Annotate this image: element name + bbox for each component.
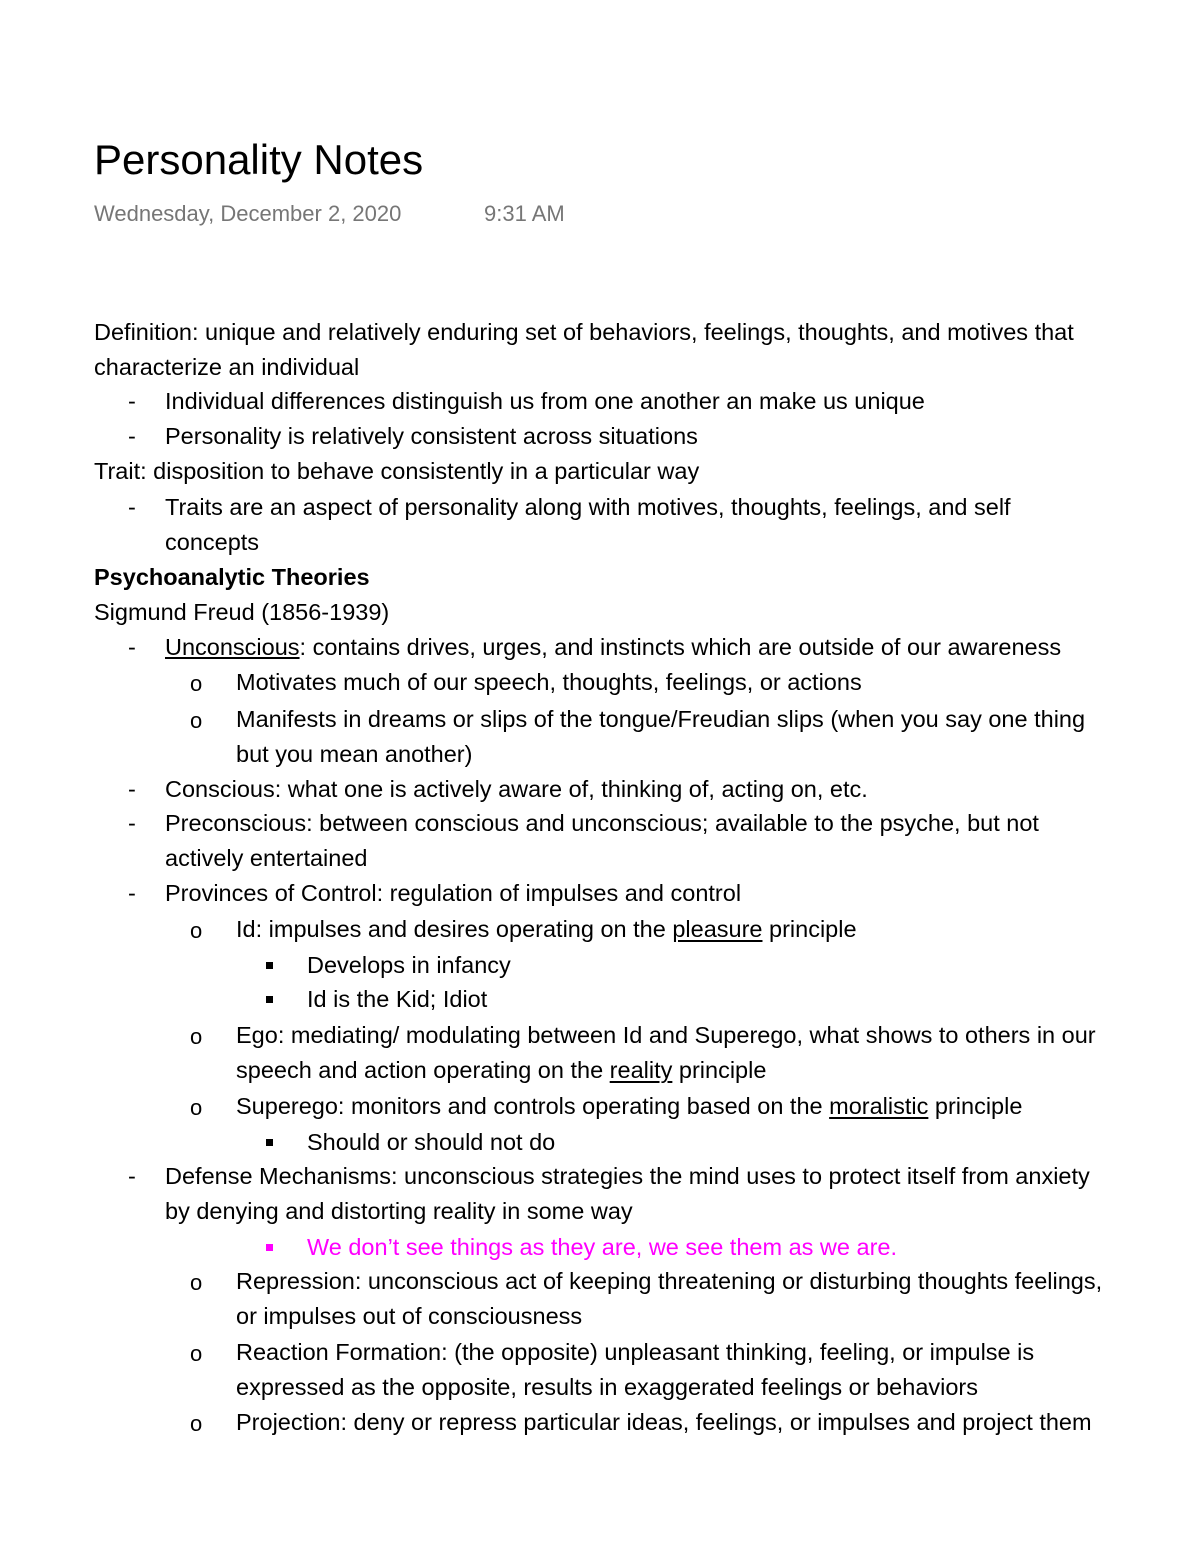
note-date: Wednesday, December 2, 2020	[94, 201, 402, 226]
page-title: Personality Notes	[94, 136, 424, 183]
motivates-text: Motivates much of our speech, thoughts, feelings, or actions	[236, 669, 862, 695]
should-text: Should or should not do	[307, 1129, 556, 1155]
definition-line-1: Definition: unique and relatively enduring set of behaviors, feelings, thoughts, and motives that	[94, 319, 1074, 345]
dash-bullet: -	[128, 494, 136, 520]
circle-bullet: o	[190, 1341, 203, 1366]
reaction-line-2: expressed as the opposite, results in exaggerated feelings or behaviors	[236, 1374, 979, 1400]
superego-text: Superego: monitors and controls operating based on the	[236, 1093, 830, 1119]
square-bullet-icon	[266, 996, 273, 1003]
projection-line-1: Projection: deny or repress particular ideas, feelings, or impulses and project them	[236, 1409, 1092, 1435]
dash-bullet: -	[128, 388, 136, 414]
consistency-text: Personality is relatively consistent across situations	[165, 423, 698, 449]
circle-bullet: o	[190, 1411, 203, 1436]
circle-bullet: o	[190, 708, 203, 733]
trait-definition: Trait: disposition to behave consistently in a particular way	[94, 458, 700, 484]
preconscious-line-2: actively entertained	[165, 845, 368, 871]
traits-aspect-line-1: Traits are an aspect of personality along with motives, thoughts, feelings, and self	[165, 494, 1011, 520]
dash-bullet: -	[128, 1163, 136, 1189]
defense-line-2: by denying and distorting reality in some way	[165, 1198, 633, 1224]
square-bullet-icon	[266, 1139, 273, 1146]
id-kid-text: Id is the Kid; Idiot	[307, 986, 488, 1012]
unconscious-description: : contains drives, urges, and instincts which are outside of our awareness	[299, 634, 1062, 660]
ego-text-end: principle	[672, 1057, 767, 1083]
conscious-text: Conscious: what one is actively aware of, thinking of, acting on, etc.	[165, 776, 868, 802]
circle-bullet: o	[190, 1270, 203, 1295]
id-line	[236, 914, 857, 944]
definition-line-2: characterize an individual	[94, 354, 360, 380]
square-bullet-icon	[266, 1244, 273, 1251]
freud-line: Sigmund Freud (1856-1939)	[94, 599, 390, 625]
ego-line-2	[236, 1055, 766, 1085]
dash-bullet: -	[128, 423, 136, 449]
individual-differences-text: Individual differences distinguish us from one another an make us unique	[165, 388, 925, 414]
repression-line-1: Repression: unconscious act of keeping threatening or disturbing thoughts feelings,	[236, 1268, 1103, 1294]
circle-bullet: o	[190, 1024, 203, 1049]
preconscious-line-1: Preconscious: between conscious and unconscious; available to the psyche, but not	[165, 810, 1039, 836]
note-time: 9:31 AM	[484, 201, 565, 226]
manifests-line-2: but you mean another)	[236, 741, 473, 767]
id-text-end: principle	[762, 916, 857, 942]
ego-line-1: Ego: mediating/ modulating between Id and Superego, what shows to others in our	[236, 1022, 1096, 1048]
traits-aspect-line-2: concepts	[165, 529, 260, 555]
circle-bullet: o	[190, 918, 203, 943]
circle-bullet: o	[190, 671, 203, 696]
repression-line-2: or impulses out of consciousness	[236, 1303, 583, 1329]
superego-line	[236, 1091, 1022, 1121]
develops-text: Develops in infancy	[307, 952, 511, 978]
defense-line-1: Defense Mechanisms: unconscious strategies the mind uses to protect itself from anxiety	[165, 1163, 1090, 1189]
dash-bullet: -	[128, 634, 136, 660]
unconscious-line	[165, 632, 1061, 662]
dash-bullet: -	[128, 880, 136, 906]
id-text: Id: impulses and desires operating on the	[236, 916, 673, 942]
section-heading: Psychoanalytic Theories	[94, 564, 370, 590]
superego-text-end: principle	[928, 1093, 1023, 1119]
square-bullet-icon	[266, 962, 273, 969]
unconscious-term: Unconscious	[165, 634, 300, 660]
dash-bullet: -	[128, 776, 136, 802]
reaction-line-1: Reaction Formation: (the opposite) unpleasant thinking, feeling, or impulse is	[236, 1339, 1035, 1365]
reality-term: reality	[609, 1057, 673, 1083]
ego-text: speech and action operating on the	[236, 1057, 610, 1083]
dash-bullet: -	[128, 810, 136, 836]
moralistic-term: moralistic	[829, 1093, 929, 1119]
pleasure-term: pleasure	[672, 916, 763, 942]
manifests-line-1: Manifests in dreams or slips of the tongue/Freudian slips (when you say one thing	[236, 706, 1086, 732]
provinces-text: Provinces of Control: regulation of impulses and control	[165, 880, 742, 906]
circle-bullet: o	[190, 1095, 203, 1120]
highlight-quote: We don’t see things as they are, we see them as we are.	[307, 1234, 897, 1260]
